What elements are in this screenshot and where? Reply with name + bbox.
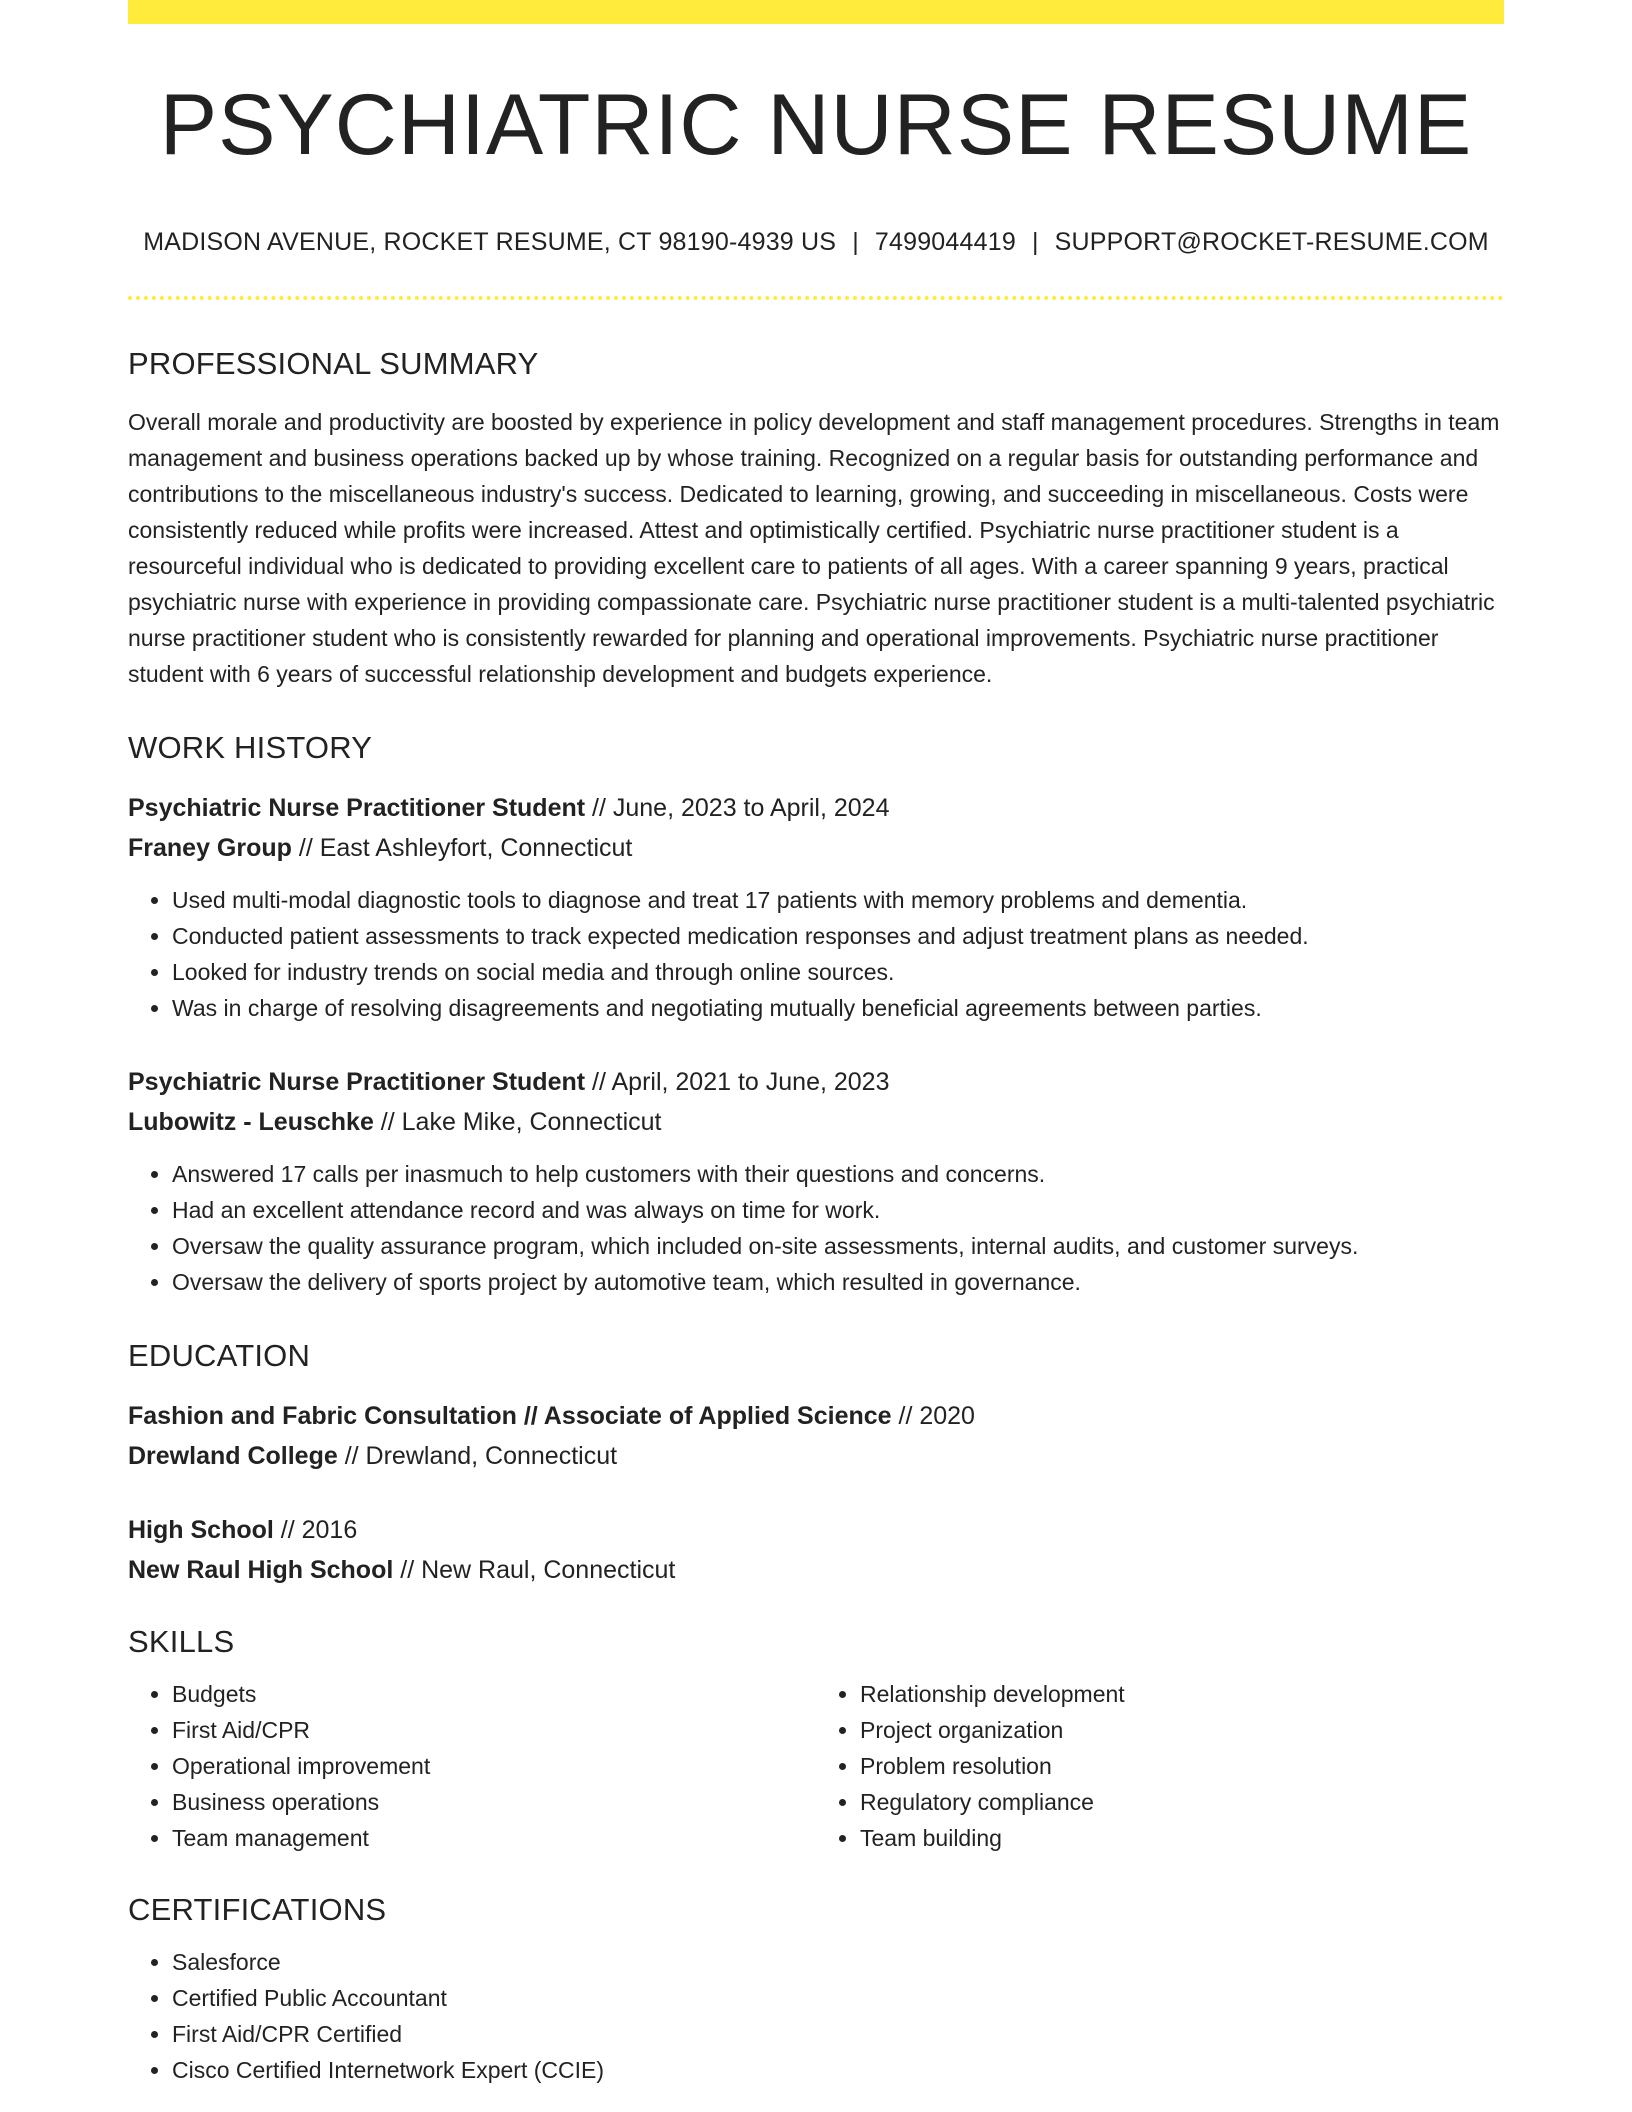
summary-text: Overall morale and productivity are boosted by experience in policy development and staff management procedures. Strengths in team management and business operations backed up by whose training. Recognized on a regular basis for outstanding performance and contributions to the miscellaneous industry's success. Dedicated to learning, growing, and succeeding in miscellaneous. Costs were consistently reduced while profits were increased. Attest and optimistically certified. Psychiatric nurse practitioner student is a resourceful individual who is dedicated to providing excellent care to patients of all ages. With a career spanning 9 years, practical psychiatric nurse with experience in providing compassionate care. Psychiatric nurse practitioner student is a multi-talented psychiatric nurse practitioner student who is consistently rewarded for planning and operational improvements. Psychiatric nurse practitioner student with 6 years of successful relationship development and budgets experience. — [128, 409, 1500, 687]
job-entry — [128, 790, 1504, 1026]
list-item: • Conducted patient assessments to track expected medication responses and adjust treatment plans as needed. — [172, 918, 1504, 954]
school-line — [128, 1552, 1504, 1588]
skills-grid — [128, 1676, 1504, 1856]
list-item: • Oversaw the quality assurance program, which included on-site assessments, internal audits, and customer surveys. — [172, 1228, 1504, 1264]
school-name: New Raul High School — [128, 1556, 394, 1584]
list-item: • Looked for industry trends on social media and through online sources. — [172, 954, 1504, 990]
top-accent-bar — [128, 0, 1504, 24]
resume-page — [128, 0, 1504, 2088]
skill-item: • Regulatory compliance — [860, 1784, 1504, 1820]
certification-item: • First Aid/CPR Certified — [172, 2016, 1504, 2052]
contact-email: SUPPORT@ROCKET-RESUME.COM — [1054, 228, 1489, 256]
contact-separator: | — [1031, 228, 1039, 256]
job-title-line — [128, 790, 1504, 826]
contact-line — [128, 228, 1504, 257]
skills-column-left — [128, 1676, 816, 1856]
contact-address: MADISON AVENUE, ROCKET RESUME, CT 98190-4939 US — [143, 228, 837, 256]
job-company-line — [128, 830, 1504, 866]
degree: Fashion and Fabric Consultation // Associate of Applied Science — [128, 1402, 892, 1430]
skill-item: • Business operations — [172, 1784, 816, 1820]
skill-item: • Team building — [860, 1820, 1504, 1856]
certifications-list — [128, 1944, 1504, 2088]
skill-item: • Problem resolution — [860, 1748, 1504, 1784]
certification-item: • Cisco Certified Internetwork Expert (CCIE) — [172, 2052, 1504, 2088]
skills-section — [128, 1624, 1504, 1856]
work-history-section — [128, 730, 1504, 1300]
degree: High School — [128, 1516, 274, 1544]
skill-item: • First Aid/CPR — [172, 1712, 816, 1748]
skill-item: • Operational improvement — [172, 1748, 816, 1784]
dotted-divider — [128, 296, 1504, 300]
job-bullets — [128, 1156, 1504, 1300]
school-location: // New Raul, Connecticut — [393, 1556, 676, 1584]
list-item: • Had an excellent attendance record and was always on time for work. — [172, 1192, 1504, 1228]
job-company: Franey Group — [128, 834, 292, 862]
work-history-heading: WORK HISTORY — [128, 730, 373, 765]
skills-column-right — [816, 1676, 1504, 1856]
certifications-section — [128, 1892, 1504, 2088]
skill-item: • Relationship development — [860, 1676, 1504, 1712]
certification-item: • Certified Public Accountant — [172, 1980, 1504, 2016]
school-line — [128, 1438, 1504, 1474]
skills-heading: SKILLS — [128, 1624, 235, 1659]
certification-item: • Salesforce — [172, 1944, 1504, 1980]
list-item: • Was in charge of resolving disagreements and negotiating mutually beneficial agreements between parties. — [172, 990, 1504, 1026]
skill-item: • Project organization — [860, 1712, 1504, 1748]
job-location: // East Ashleyfort, Connecticut — [291, 834, 633, 862]
job-title: Psychiatric Nurse Practitioner Student — [128, 794, 586, 822]
skill-item: • Team management — [172, 1820, 816, 1856]
job-company-line — [128, 1104, 1504, 1140]
list-item: • Used multi-modal diagnostic tools to diagnose and treat 17 patients with memory problems and dementia. — [172, 882, 1504, 918]
degree-line — [128, 1512, 1504, 1548]
school-location: // Drewland, Connecticut — [337, 1442, 618, 1470]
contact-phone: 7499044419 — [874, 228, 1016, 256]
education-heading: EDUCATION — [128, 1338, 311, 1373]
job-dates: // April, 2021 to June, 2023 — [585, 1068, 890, 1096]
list-item: • Oversaw the delivery of sports project by automotive team, which resulted in governance. — [172, 1264, 1504, 1300]
job-bullets — [128, 882, 1504, 1026]
job-dates: // June, 2023 to April, 2024 — [585, 794, 890, 822]
contact-separator: | — [852, 228, 859, 256]
job-title-line — [128, 1064, 1504, 1100]
school-name: Drewland College — [128, 1442, 338, 1470]
education-entry — [128, 1398, 1504, 1474]
list-item: • Answered 17 calls per inasmuch to help customers with their questions and concerns. — [172, 1156, 1504, 1192]
job-entry — [128, 1064, 1504, 1300]
graduation-year: // 2016 — [273, 1516, 358, 1544]
summary-heading: PROFESSIONAL SUMMARY — [128, 346, 539, 381]
job-location: // Lake Mike, Connecticut — [373, 1108, 662, 1136]
graduation-year: // 2020 — [891, 1402, 975, 1430]
degree-line — [128, 1398, 1504, 1434]
education-section — [128, 1338, 1504, 1588]
job-title: Psychiatric Nurse Practitioner Student — [128, 1068, 586, 1096]
job-company: Lubowitz - Leuschke — [128, 1108, 374, 1136]
summary-section — [128, 346, 1504, 692]
education-entry — [128, 1512, 1504, 1588]
skill-item: • Budgets — [172, 1676, 816, 1712]
certifications-heading: CERTIFICATIONS — [128, 1892, 387, 1927]
resume-title: PSYCHIATRIC NURSE RESUME — [159, 77, 1473, 173]
